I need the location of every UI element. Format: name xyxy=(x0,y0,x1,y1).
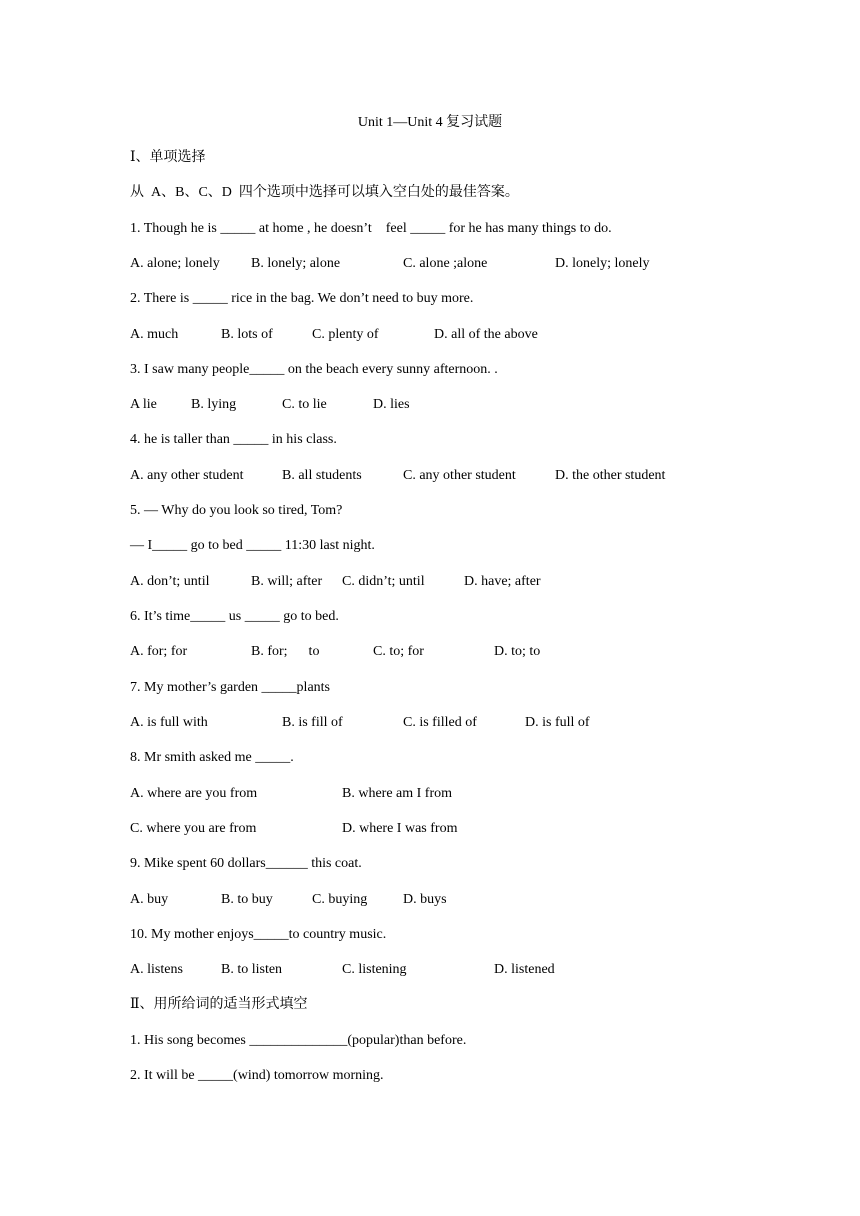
option-c: C. any other student xyxy=(403,468,516,483)
option-a: A. is full with xyxy=(130,715,208,730)
option-d: D. lies xyxy=(373,397,410,412)
answer-options xyxy=(130,573,541,591)
question-stem-reply: — I_____ go to bed _____ 11:30 last night. xyxy=(130,538,375,553)
option-c: C. to; for xyxy=(373,644,424,659)
question-stem: 7. My mother’s garden _____plants xyxy=(130,680,330,695)
answer-options xyxy=(130,891,447,909)
option-c: C. plenty of xyxy=(312,327,379,342)
question-stem: 10. My mother enjoys_____to country music. xyxy=(130,927,387,942)
option-b: B. where am I from xyxy=(342,786,453,801)
option-a: A. much xyxy=(130,327,179,342)
option-c: C. buying xyxy=(312,892,368,907)
option-d: D. have; after xyxy=(464,574,541,589)
question-stem: 1. Though he is _____ at home , he doesn’t feel _____ for he has many things to do. xyxy=(130,221,612,236)
option-d: D. buys xyxy=(403,892,447,907)
answer-options xyxy=(130,785,453,803)
question-stem: 2. There is _____ rice in the bag. We don’t need to buy more. xyxy=(130,291,474,306)
option-a: A. buy xyxy=(130,892,169,907)
fill-in-item: 1. His song becomes ______________(popular)than before. xyxy=(130,1033,467,1048)
question-stem: 3. I saw many people_____ on the beach every sunny afternoon. . xyxy=(130,362,498,377)
option-c: C. is filled of xyxy=(403,715,477,730)
section-heading: Ⅰ、单项选择 xyxy=(130,150,206,165)
option-a: A lie xyxy=(130,397,157,412)
question-stem: 6. It’s time_____ us _____ go to bed. xyxy=(130,609,339,624)
option-b: B. to buy xyxy=(221,892,273,907)
question-stem: 8. Mr smith asked me _____. xyxy=(130,750,294,765)
option-a: A. alone; lonely xyxy=(130,256,220,271)
fill-in-item: 2. It will be _____(wind) tomorrow morning. xyxy=(130,1068,384,1083)
option-b: B. will; after xyxy=(251,574,323,589)
option-d: D. all of the above xyxy=(434,327,538,342)
question-stem: 9. Mike spent 60 dollars______ this coat. xyxy=(130,856,362,871)
question-stem: 4. he is taller than _____ in his class. xyxy=(130,432,337,447)
option-a: A. listens xyxy=(130,962,183,977)
option-b: B. to listen xyxy=(221,962,283,977)
option-a: A. where are you from xyxy=(130,786,258,801)
option-d: D. to; to xyxy=(494,644,541,659)
option-d: D. listened xyxy=(494,962,555,977)
option-b: B. for; to xyxy=(251,644,320,659)
option-c: C. where you are from xyxy=(130,821,257,836)
answer-options xyxy=(130,820,458,838)
question-stem: 5. — Why do you look so tired, Tom? xyxy=(130,503,343,518)
instruction-text: 从 A、B、C、D 四个选项中选择可以填入空白处的最佳答案。 xyxy=(130,185,519,200)
answer-options xyxy=(130,467,666,485)
option-b: B. lots of xyxy=(221,327,273,342)
option-a: A. don’t; until xyxy=(130,574,210,589)
option-d: D. the other student xyxy=(555,468,666,483)
answer-options xyxy=(130,961,555,979)
option-d: D. lonely; lonely xyxy=(555,256,650,271)
section-heading: Ⅱ、用所给词的适当形式填空 xyxy=(130,997,308,1012)
option-c: C. alone ;alone xyxy=(403,256,488,271)
answer-options xyxy=(130,396,410,414)
option-d: D. where I was from xyxy=(342,821,458,836)
option-c: C. listening xyxy=(342,962,407,977)
option-b: B. is fill of xyxy=(282,715,343,730)
answer-options xyxy=(130,643,541,661)
option-a: A. any other student xyxy=(130,468,244,483)
option-d: D. is full of xyxy=(525,715,590,730)
option-b: B. lonely; alone xyxy=(251,256,341,271)
option-c: C. didn’t; until xyxy=(342,574,425,589)
answer-options xyxy=(130,255,650,273)
option-a: A. for; for xyxy=(130,644,188,659)
option-c: C. to lie xyxy=(282,397,327,412)
option-b: B. lying xyxy=(191,397,237,412)
answer-options xyxy=(130,714,590,732)
answer-options xyxy=(130,326,538,344)
option-b: B. all students xyxy=(282,468,362,483)
page-title: Unit 1—Unit 4 复习试题 xyxy=(357,115,503,130)
